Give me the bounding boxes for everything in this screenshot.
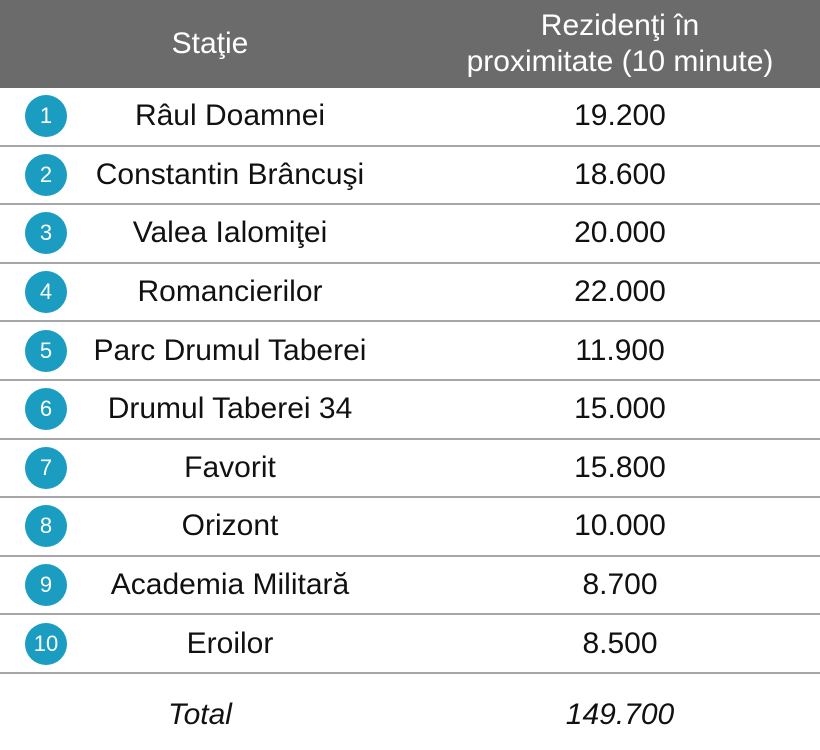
residents-value: 11.900 [575, 333, 665, 367]
header-station: Staţie [171, 27, 249, 60]
table-row [0, 615, 820, 674]
station-name: Orizont [181, 509, 279, 543]
row-number-badge: 1 [25, 95, 67, 137]
residents-value: 20.000 [574, 216, 666, 250]
residents-value: 15.000 [574, 392, 666, 426]
table-row [0, 147, 820, 206]
station-name: Romancierilor [137, 275, 323, 309]
table-row [0, 205, 820, 264]
table-row [0, 322, 820, 381]
row-number-badge: 9 [25, 564, 67, 606]
residents-value: 22.000 [574, 275, 666, 309]
row-number-badge: 4 [25, 271, 67, 313]
header-residents-line2: proximitate (10 minute) [466, 45, 774, 78]
residents-value: 18.600 [574, 157, 666, 191]
row-number-badge: 6 [25, 388, 67, 430]
station-name: Parc Drumul Taberei [93, 333, 367, 367]
total-label: Total [168, 698, 232, 731]
station-name: Eroilor [186, 626, 274, 660]
row-number-badge: 3 [25, 212, 67, 254]
row-number-badge: 7 [25, 447, 67, 489]
total-value: 149.700 [565, 698, 675, 731]
header-residents [420, 0, 820, 88]
station-name: Râul Doamnei [134, 99, 326, 133]
table-header [0, 0, 820, 88]
residents-value: 19.200 [574, 99, 666, 133]
total-row [0, 680, 820, 750]
table-row [0, 557, 820, 616]
header-residents-line1: Rezidenţi în [540, 9, 700, 42]
row-number-badge: 5 [25, 330, 67, 372]
row-number-badge: 10 [25, 623, 67, 665]
station-name: Academia Militară [110, 568, 350, 602]
residents-value: 10.000 [574, 509, 666, 543]
row-number-badge: 2 [25, 154, 67, 196]
station-name: Constantin Brâncuşi [95, 157, 365, 191]
residents-value: 8.500 [582, 626, 658, 660]
station-name: Valea Ialomiţei [132, 216, 328, 250]
table-body [0, 88, 820, 674]
table-row [0, 381, 820, 440]
station-name: Favorit [184, 450, 276, 484]
table-row [0, 264, 820, 323]
station-name: Drumul Taberei 34 [107, 392, 353, 426]
table-row [0, 498, 820, 557]
table-row [0, 88, 820, 147]
row-number-badge: 8 [25, 505, 67, 547]
table-row [0, 440, 820, 499]
residents-value: 8.700 [582, 568, 658, 602]
residents-value: 15.800 [574, 450, 666, 484]
